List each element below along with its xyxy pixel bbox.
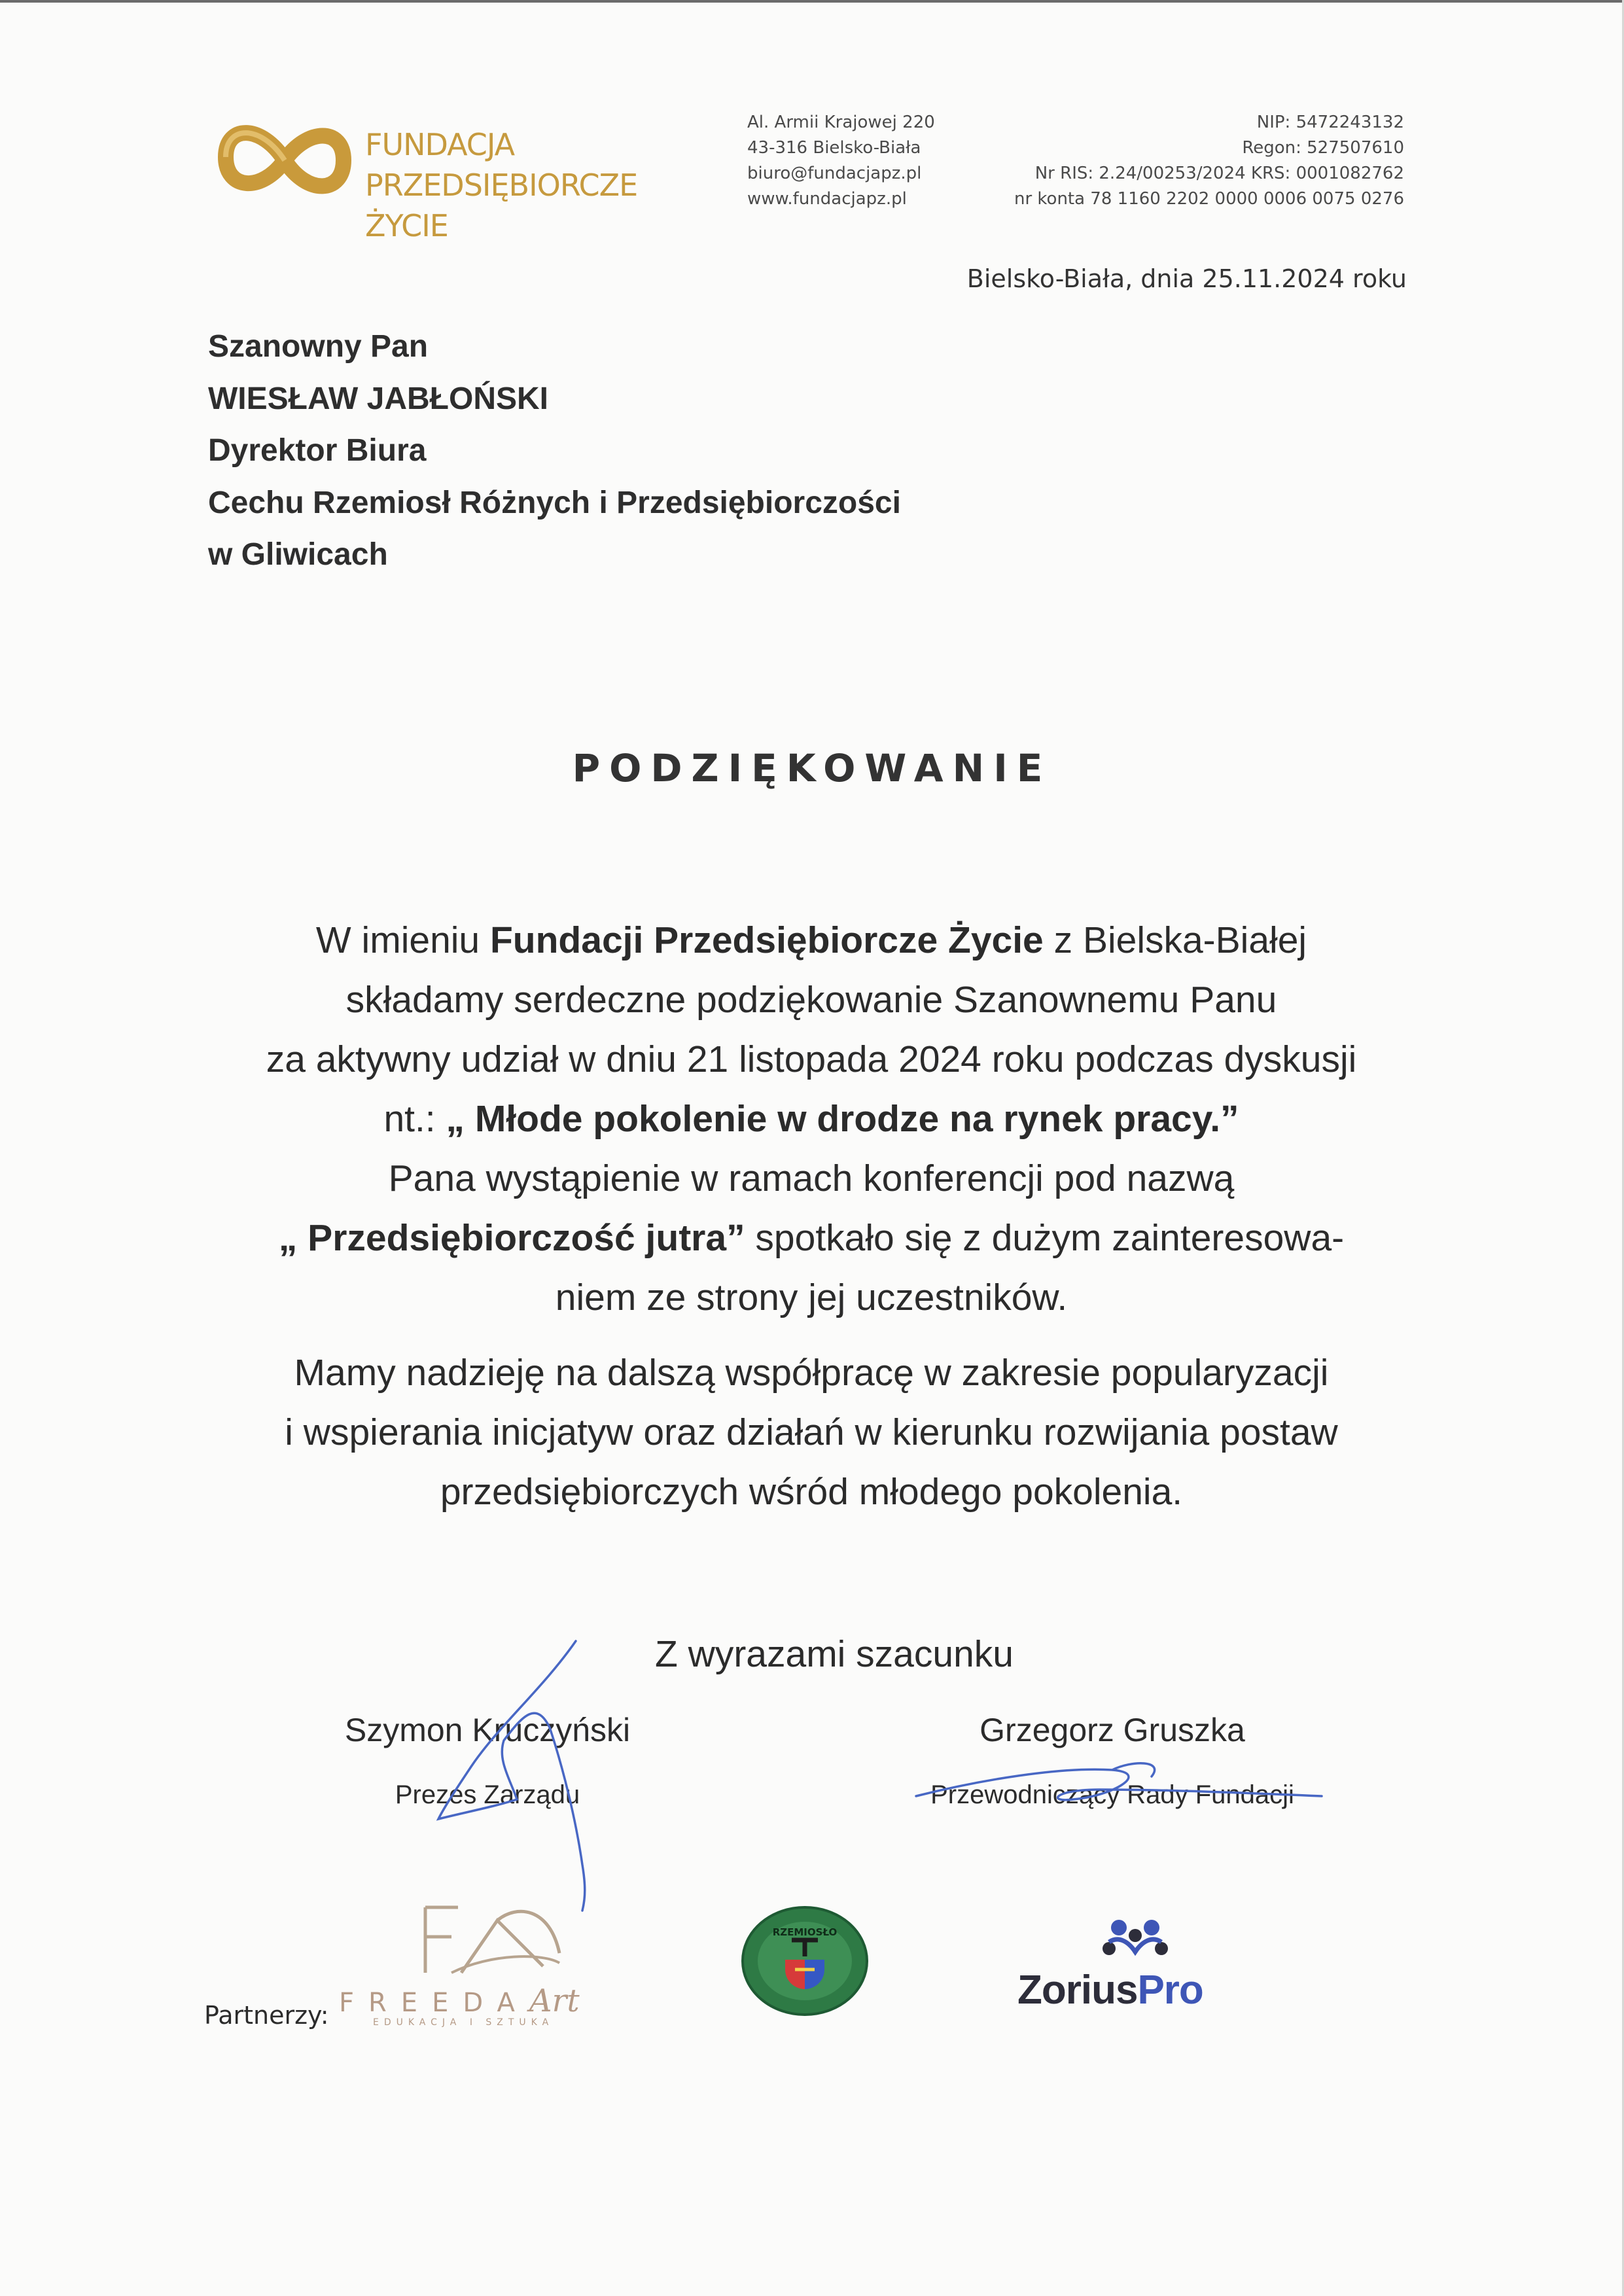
body-line-4 bbox=[157, 1089, 1466, 1149]
signatory-role: Prezes Zarządu bbox=[395, 1780, 580, 1809]
body-line-5: Pana wystąpienie w ramach konferencji pod nazwą bbox=[388, 1157, 1235, 1199]
zorius-wordmark bbox=[1017, 1967, 1203, 2013]
zorius-word-part1: Zorius bbox=[1017, 1968, 1138, 2013]
zorius-word-part2: Pro bbox=[1137, 1968, 1203, 2013]
freeda-monogram-icon bbox=[412, 1901, 648, 1979]
address-block bbox=[747, 110, 935, 212]
recipient-position: Dyrektor Biura bbox=[208, 433, 427, 468]
body-line-1 bbox=[157, 911, 1466, 970]
signatory-name: Szymon Kruczyński bbox=[344, 1712, 631, 1748]
regon: Regon: 527507610 bbox=[1242, 138, 1404, 158]
address-city: 43-316 Bielsko-Biała bbox=[747, 138, 921, 158]
freeda-word: FREEDA bbox=[339, 1988, 529, 2018]
body-paragraph-2 bbox=[157, 1343, 1466, 1522]
address-email: biuro@fundacjapz.pl bbox=[747, 164, 922, 183]
freeda-tagline: EDUKACJA I SZTUKA bbox=[373, 2017, 554, 2028]
freeda-script: Art bbox=[529, 1983, 580, 2019]
nip: NIP: 5472243132 bbox=[1256, 113, 1404, 132]
address-street: Al. Armii Krajowej 220 bbox=[747, 113, 935, 132]
signatory-right bbox=[890, 1711, 1335, 1810]
body-text: spotkało się z dużym zainteresowa- bbox=[745, 1217, 1345, 1259]
body-line-7: niem ze strony jej uczestników. bbox=[555, 1277, 1068, 1318]
logo-line-2: PRZEDSIĘBIORCZE ŻYCIE bbox=[365, 168, 638, 243]
body-line-2: składamy serdeczne podziękowanie Szanownemu Panu bbox=[345, 979, 1277, 1021]
conference-name: „ Przedsiębiorczość jutra” bbox=[278, 1217, 745, 1259]
body-line-6 bbox=[157, 1209, 1466, 1268]
freeda-wordmark bbox=[339, 1983, 580, 2019]
scan-top-edge bbox=[0, 0, 1624, 3]
ris-krs: Nr RIS: 2.24/00253/2024 KRS: 0001082762 bbox=[1034, 164, 1404, 183]
recipient-name: WIESŁAW JABŁOŃSKI bbox=[208, 381, 549, 416]
signatory-name: Grzegorz Gruszka bbox=[980, 1712, 1245, 1748]
body-p2-line-3: przedsiębiorczych wśród młodego pokolenia. bbox=[440, 1471, 1183, 1513]
foundation-logo bbox=[216, 105, 700, 243]
body-p2-line-1: Mamy nadzieję na dalszą współpracę w zakresie popularyzacji bbox=[294, 1352, 1329, 1394]
signatory-left bbox=[275, 1711, 700, 1810]
registry-block bbox=[962, 110, 1404, 212]
recipient-city: w Gliwicach bbox=[208, 537, 388, 572]
body-line-3: za aktywny udział w dniu 21 listopada 2024 roku podczas dyskusji bbox=[266, 1038, 1357, 1080]
logo-line-1: FUNDACJA bbox=[365, 127, 515, 162]
recipient-organization: Cechu Rzemiosł Różnych i Przedsiębiorczości bbox=[208, 485, 901, 520]
recipient-block bbox=[208, 321, 901, 581]
body-text: z Bielska-Białej bbox=[1043, 919, 1307, 961]
zorius-people-icon bbox=[1099, 1916, 1171, 1962]
letter-body bbox=[157, 911, 1466, 1522]
page-title: PODZIĘKOWANIE bbox=[572, 746, 1052, 790]
zoriuspro-logo bbox=[1017, 1916, 1253, 2014]
logo-text bbox=[365, 124, 700, 246]
craft-seal-icon bbox=[739, 1904, 870, 2019]
partners-label: Partnerzy: bbox=[204, 2001, 329, 2030]
body-text: nt.: bbox=[383, 1098, 446, 1140]
cech-seal-logo bbox=[739, 1904, 870, 2019]
seal-text: RZEMIOSŁO bbox=[772, 1926, 838, 1938]
body-text: W imieniu bbox=[315, 919, 490, 961]
infinity-logo-icon bbox=[216, 111, 353, 209]
address-website: www.fundacjapz.pl bbox=[747, 189, 907, 209]
letter-date: Bielsko-Biała, dnia 25.11.2024 roku bbox=[966, 264, 1407, 293]
signatory-role: Przewodniczący Rady Fundacji bbox=[930, 1780, 1294, 1809]
freeda-logo bbox=[334, 1901, 661, 2032]
closing-phrase: Z wyrazami szacunku bbox=[655, 1633, 1014, 1675]
recipient-salutation: Szanowny Pan bbox=[208, 329, 429, 364]
discussion-topic: „ Młode pokolenie w drodze na rynek pracy.” bbox=[446, 1098, 1239, 1140]
foundation-name: Fundacji Przedsiębiorcze Życie bbox=[489, 919, 1044, 961]
bank-account: nr konta 78 1160 2202 0000 0006 0075 0276 bbox=[1014, 189, 1404, 209]
body-p2-line-2: i wspierania inicjatyw oraz działań w kierunku rozwijania postaw bbox=[285, 1411, 1338, 1453]
